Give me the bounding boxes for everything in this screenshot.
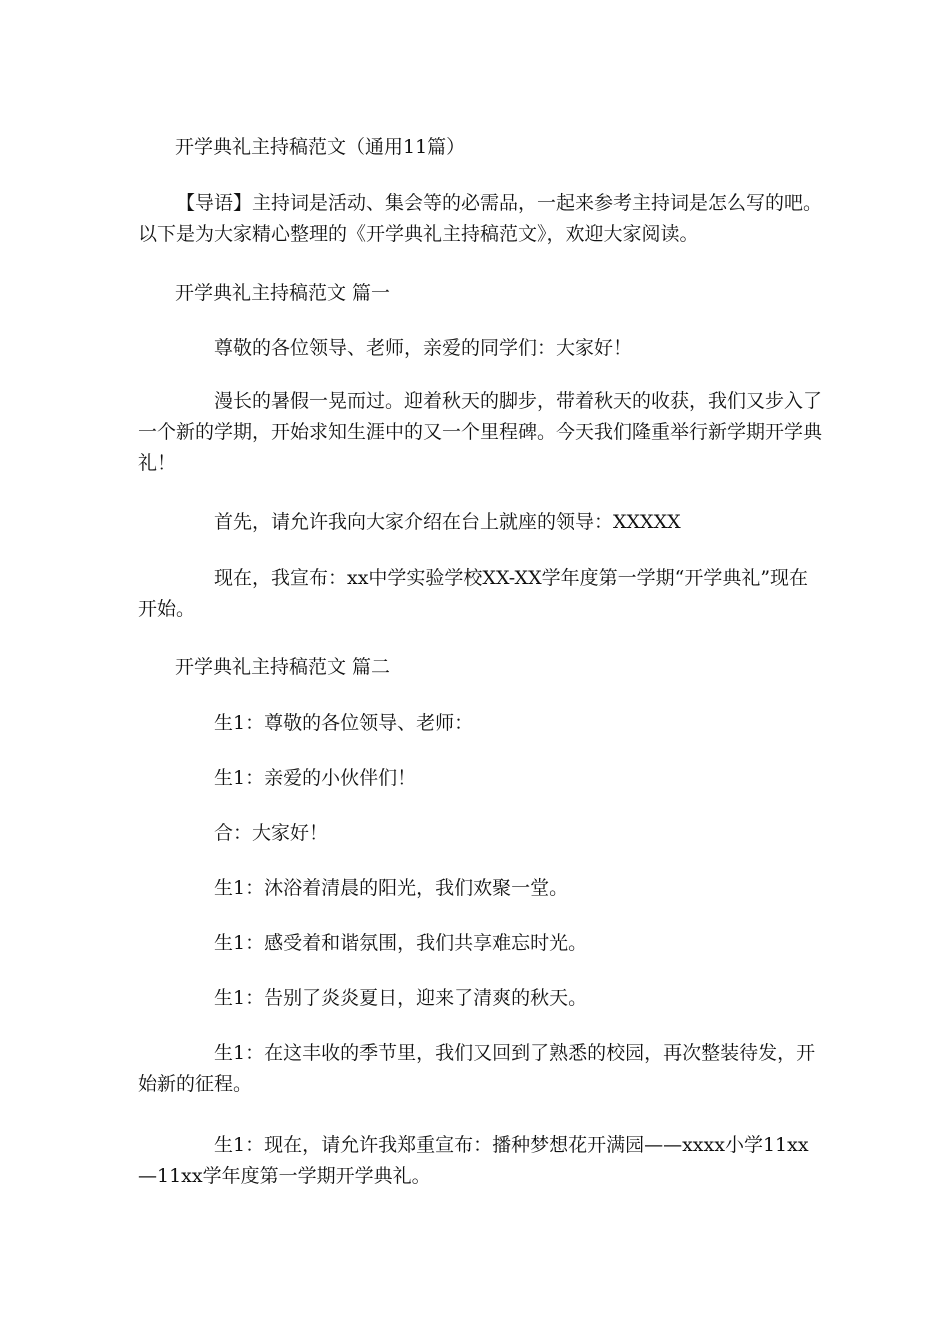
intro-paragraph: 【导语】主持词是活动、集会等的必需品，一起来参考主持词是怎么写的吧。以下是为大家精心整理的《开学典礼主持稿范文》，欢迎大家阅读。	[138, 192, 823, 245]
paragraph: 首先，请允许我向大家介绍在台上就座的领导：XXXXX	[214, 511, 681, 533]
paragraph: 生1：感受着和谐氛围，我们共享难忘时光。	[214, 932, 588, 954]
paragraph: 生1：现在，请允许我郑重宣布：播种梦想花开满园——xxxx小学11xx—11xx学年度第一学期开学典礼。	[138, 1134, 809, 1187]
paragraph: 合：大家好！	[214, 822, 329, 844]
section-heading-2: 开学典礼主持稿范文 篇二	[175, 656, 391, 678]
paragraph: 生1：在这丰收的季节里，我们又回到了熟悉的校园，再次整装待发，开始新的征程。	[138, 1042, 816, 1095]
paragraph: 生1：亲爱的小伙伴们！	[214, 767, 417, 789]
document-title: 开学典礼主持稿范文（通用11篇）	[175, 136, 466, 158]
paragraph: 生1：告别了炎炎夏日，迎来了清爽的秋天。	[214, 987, 588, 1009]
paragraph: 生1：尊敬的各位领导、老师：	[214, 712, 474, 734]
paragraph: 生1：沐浴着清晨的阳光，我们欢聚一堂。	[214, 877, 569, 899]
section-heading-1: 开学典礼主持稿范文 篇一	[175, 282, 391, 304]
paragraph: 尊敬的各位领导、老师，亲爱的同学们：大家好！	[214, 337, 633, 359]
paragraph: 现在，我宣布：xx中学实验学校XX-XX学年度第一学期“开学典礼”现在开始。	[138, 567, 809, 620]
paragraph: 漫长的暑假一晃而过。迎着秋天的脚步，带着秋天的收获，我们又步入了一个新的学期，开始求知生涯中的又一个里程碑。今天我们隆重举行新学期开学典礼！	[138, 390, 823, 474]
